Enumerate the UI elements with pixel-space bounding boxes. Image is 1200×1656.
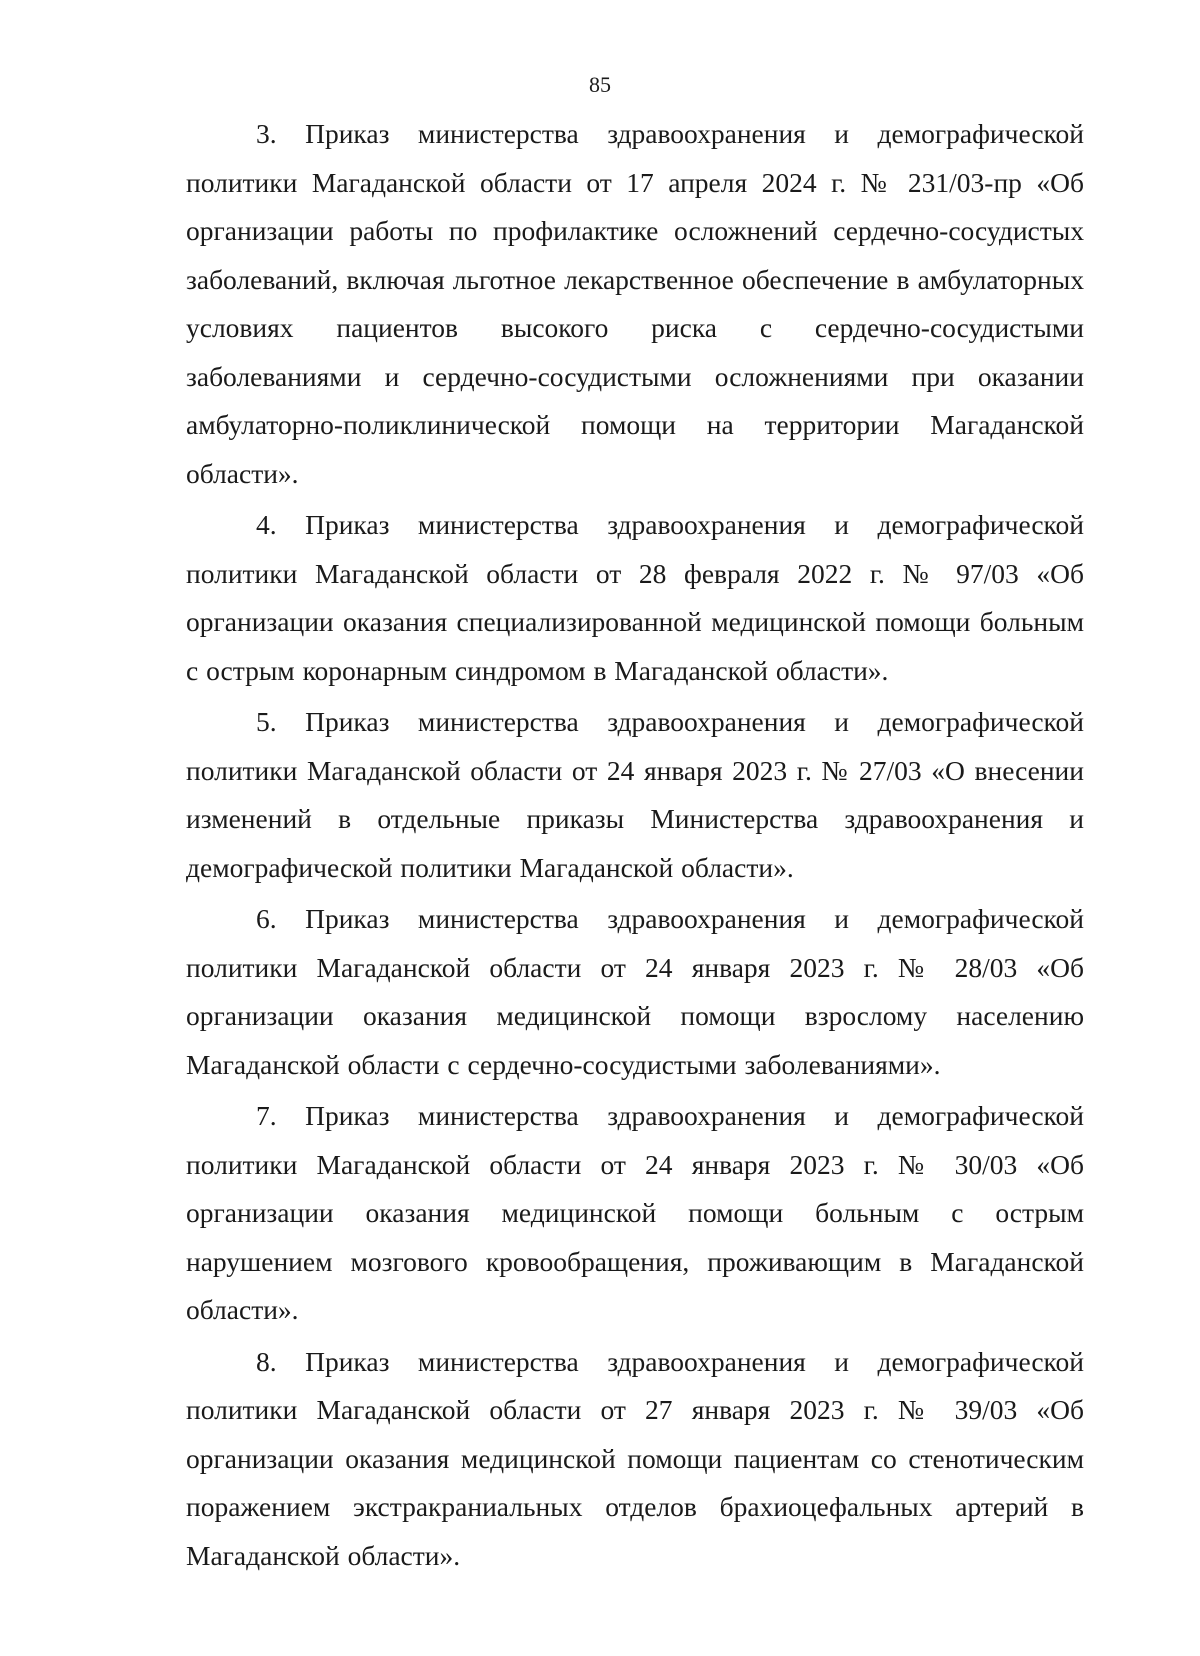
list-item-3: 3. Приказ министерства здравоохранения и демографической политики Магаданской области от 17 апреля 2024 г. № 231/03-пр «Об организации работы по профилактике осложнений сердечно-сосудистых заболеваний, включая льготное лекарственное обеспечение в амбулаторных условиях пациентов высокого риска с сердечно-сосудистыми заболеваниями и сердечно-сосудистыми осложнениями при оказании амбулаторно-поликлинической помощи на территории Магаданской области». (186, 118, 1084, 489)
document-body (186, 110, 1084, 1583)
list-item-4: 4. Приказ министерства здравоохранения и демографической политики Магаданской области от 28 февраля 2022 г. № 97/03 «Об организации оказания специализированной медицинской помощи больным с острым коронарным синдромом в Магаданской области». (186, 509, 1084, 686)
list-item-7: 7. Приказ министерства здравоохранения и демографической политики Магаданской области от 24 января 2023 г. № 30/03 «Об организации оказания медицинской помощи больным с острым нарушением мозгового кровообращения, проживающим в Магаданской области». (186, 1100, 1084, 1325)
list-item-6: 6. Приказ министерства здравоохранения и демографической политики Магаданской области от 24 января 2023 г. № 28/03 «Об организации оказания медицинской помощи взрослому населению Магаданской области с сердечно-сосудистыми заболеваниями». (186, 903, 1084, 1080)
page-number: 85 (589, 72, 611, 97)
list-item-8: 8. Приказ министерства здравоохранения и демографической политики Магаданской области от 27 января 2023 г. № 39/03 «Об организации оказания медицинской помощи пациентам со стенотическим поражением экстракраниальных отделов брахиоцефальных артерий в Магаданской области». (186, 1345, 1084, 1571)
list-item-5: 5. Приказ министерства здравоохранения и демографической политики Магаданской области от 24 января 2023 г. № 27/03 «О внесении изменений в отдельные приказы Министерства здравоохранения и демографической политики Магаданской области». (186, 706, 1084, 883)
